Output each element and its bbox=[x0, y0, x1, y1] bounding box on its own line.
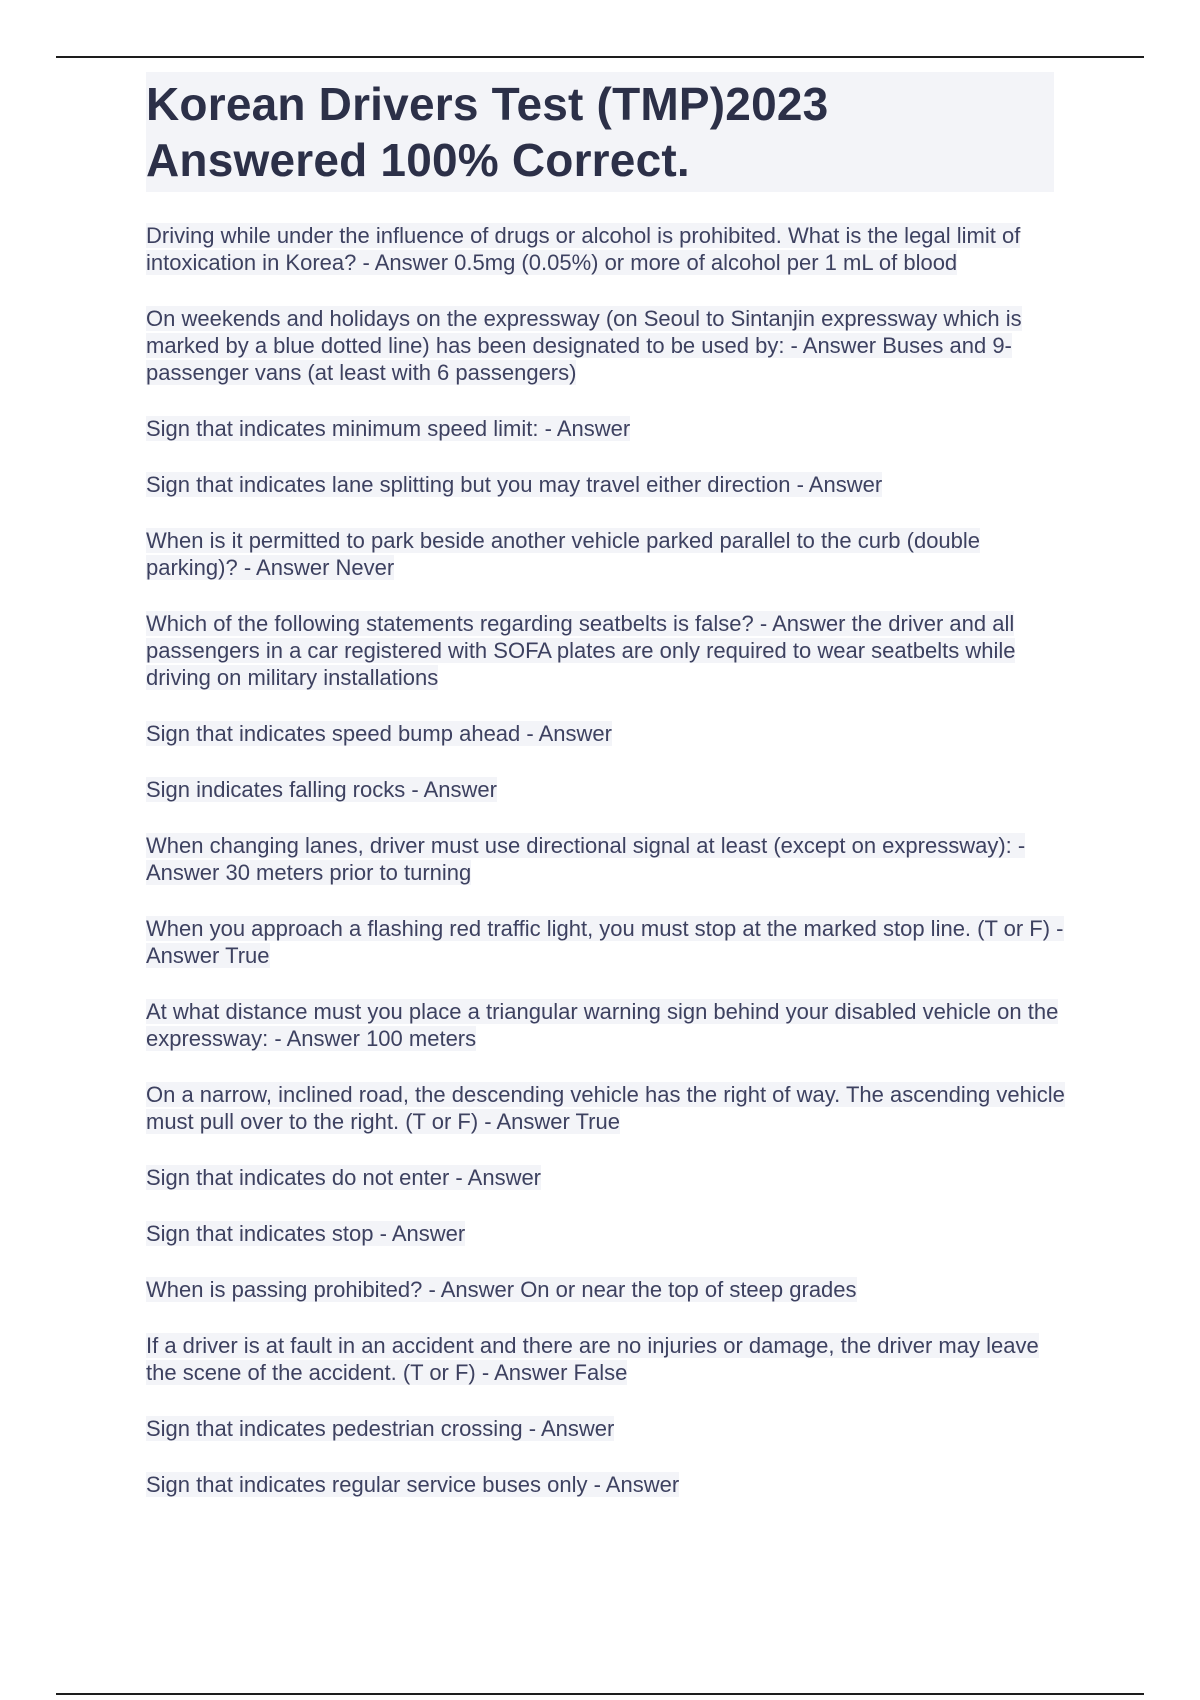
qa-item: On weekends and holidays on the expressway (on Seoul to Sintanjin expressway which is marked by a blue dotted line) has been designated to be used by: - Answer Buses and 9-passenger vans (at least with 6 passengers) bbox=[146, 306, 1022, 385]
qa-item: Which of the following statements regarding seatbelts is false? - Answer the driver and all passengers in a car registered with SOFA plates are only required to wear seatbelts while driving on military installations bbox=[146, 611, 1016, 690]
qa-item: Sign that indicates speed bump ahead - Answer bbox=[146, 721, 612, 746]
qa-item: When you approach a flashing red traffic light, you must stop at the marked stop line. (T or F) - Answer True bbox=[146, 916, 1064, 968]
qa-item: Sign that indicates regular service buses only - Answer bbox=[146, 1472, 680, 1497]
question-answer-list bbox=[146, 222, 1066, 1498]
qa-item: When changing lanes, driver must use directional signal at least (except on expressway): - Answer 30 meters prior to turning bbox=[146, 833, 1026, 885]
qa-item: Sign that indicates stop - Answer bbox=[146, 1221, 466, 1246]
qa-item: Sign that indicates do not enter - Answer bbox=[146, 1165, 542, 1190]
bottom-rule bbox=[56, 1693, 1144, 1695]
qa-item: If a driver is at fault in an accident and there are no injuries or damage, the driver may leave the scene of the accident. (T or F) - Answer False bbox=[146, 1333, 1039, 1385]
qa-item: When is passing prohibited? - Answer On or near the top of steep grades bbox=[146, 1277, 857, 1302]
qa-item: On a narrow, inclined road, the descending vehicle has the right of way. The ascending vehicle must pull over to the right. (T or F) - Answer True bbox=[146, 1082, 1065, 1134]
qa-item: Driving while under the influence of drugs or alcohol is prohibited. What is the legal limit of intoxication in Korea? - Answer 0.5mg (0.05%) or more of alcohol per 1 mL of blood bbox=[146, 223, 1021, 275]
qa-item: Sign that indicates lane splitting but you may travel either direction - Answer bbox=[146, 472, 883, 497]
title-line-2: Answered 100% Correct. bbox=[146, 134, 690, 186]
document-title bbox=[146, 76, 1054, 188]
document-content bbox=[146, 72, 1066, 1527]
qa-item: When is it permitted to park beside another vehicle parked parallel to the curb (double parking)? - Answer Never bbox=[146, 528, 981, 580]
qa-item: Sign that indicates minimum speed limit: - Answer bbox=[146, 416, 631, 441]
qa-item: Sign indicates falling rocks - Answer bbox=[146, 777, 497, 802]
title-line-1: Korean Drivers Test (TMP)2023 bbox=[146, 78, 829, 130]
title-block bbox=[146, 72, 1054, 192]
qa-item: At what distance must you place a triangular warning sign behind your disabled vehicle on the expressway: - Answer 100 meters bbox=[146, 999, 1059, 1051]
top-rule bbox=[56, 56, 1144, 58]
qa-item: Sign that indicates pedestrian crossing - Answer bbox=[146, 1416, 615, 1441]
